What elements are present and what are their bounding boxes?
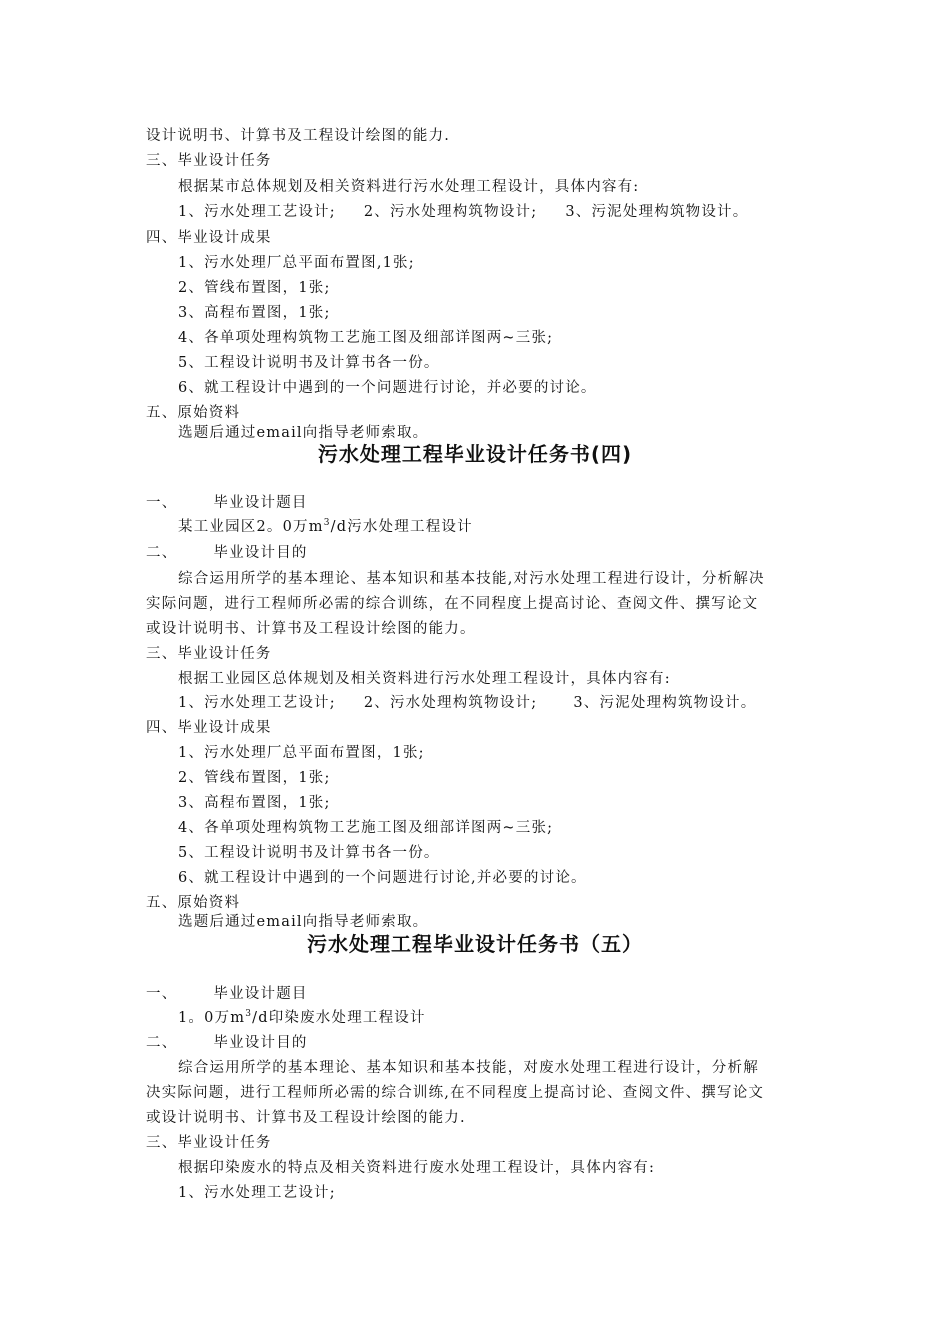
- task-paragraph: 根据工业园区总体规划及相关资料进行污水处理工程设计，具体内容有:: [178, 671, 671, 687]
- source-text: 选题后通过email向指导老师索取。: [178, 914, 429, 930]
- heading-task: 三、毕业设计任务: [146, 1135, 272, 1151]
- heading-topic: [146, 494, 308, 512]
- heading-task: 三、毕业设计任务: [146, 153, 272, 169]
- section-title-4: 污水处理工程毕业设计任务书(四): [317, 442, 633, 466]
- topic-line: 1。0万$m^3/d$印染废水处理工程设计: [178, 1009, 426, 1026]
- purpose-line: 综合运用所学的基本理论、基本知识和基本技能，对废水处理工程进行设计，分析解: [178, 1060, 759, 1076]
- task-item: 3、污泥处理构筑物设计。: [573, 695, 757, 711]
- heading-text: 毕业设计目的: [213, 1035, 308, 1051]
- purpose-line: 实际问题，进行工程师所必需的综合训练，在不同程度上提高讨论、查阅文件、撰写论文: [146, 596, 759, 612]
- result-item: 2、管线布置图，1张;: [178, 770, 331, 786]
- heading-results: 四、毕业设计成果: [146, 230, 272, 246]
- result-item: 3、高程布置图，1张;: [178, 795, 331, 811]
- heading-topic: [146, 985, 308, 1003]
- heading-purpose: [146, 544, 308, 562]
- heading-results: 四、毕业设计成果: [146, 720, 272, 736]
- heading-task: 三、毕业设计任务: [146, 646, 272, 662]
- heading-number: 二、: [146, 545, 178, 561]
- result-item: 2、管线布置图，1张;: [178, 280, 331, 296]
- task-item: 1、污水处理工艺设计;: [178, 204, 336, 220]
- result-item: 6、就工程设计中遇到的一个问题进行讨论，并必要的讨论。: [178, 380, 597, 396]
- section-title-5: 污水处理工程毕业设计任务书（五）: [307, 932, 643, 956]
- task-item: 1、污水处理工艺设计;: [178, 695, 336, 711]
- source-text: 选题后通过email向指导老师索取。: [178, 425, 429, 441]
- purpose-line: 或设计说明书、计算书及工程设计绘图的能力。: [146, 621, 476, 637]
- task-paragraph: 根据某市总体规划及相关资料进行污水处理工程设计，具体内容有:: [178, 179, 640, 195]
- task-item: 2、污水处理构筑物设计;: [363, 695, 538, 711]
- result-item: 4、各单项处理构筑物工艺施工图及细部详图两~三张;: [178, 820, 554, 836]
- task-item: 3、污泥处理构筑物设计。: [565, 204, 749, 220]
- task-items-line: [178, 203, 748, 221]
- task-item: 2、污水处理构筑物设计;: [363, 204, 538, 220]
- result-item: 3、高程布置图，1张;: [178, 305, 331, 321]
- heading-source: 五、原始资料: [146, 405, 241, 421]
- heading-source: 五、原始资料: [146, 895, 241, 911]
- purpose-line: 综合运用所学的基本理论、基本知识和基本技能,对污水处理工程进行设计，分析解决: [178, 571, 765, 587]
- heading-number: 二、: [146, 1035, 178, 1051]
- heading-text: 毕业设计题目: [213, 495, 308, 511]
- task-item: 1、污水处理工艺设计;: [178, 1185, 336, 1201]
- result-item: 4、各单项处理构筑物工艺施工图及细部详图两~三张;: [178, 330, 554, 346]
- result-item: 6、就工程设计中遇到的一个问题进行讨论,并必要的讨论。: [178, 870, 587, 886]
- result-item: 1、污水处理厂总平面布置图,1张;: [178, 255, 415, 271]
- task-items-line: [178, 694, 756, 712]
- result-item: 1、污水处理厂总平面布置图，1张;: [178, 745, 425, 761]
- heading-purpose: [146, 1034, 308, 1052]
- heading-text: 毕业设计题目: [213, 986, 308, 1002]
- result-item: 5、工程设计说明书及计算书各一份。: [178, 845, 440, 861]
- heading-number: 一、: [146, 495, 178, 511]
- task-paragraph: 根据印染废水的特点及相关资料进行废水处理工程设计，具体内容有:: [178, 1160, 656, 1176]
- result-item: 5、工程设计说明书及计算书各一份。: [178, 355, 440, 371]
- heading-text: 毕业设计目的: [213, 545, 308, 561]
- purpose-line: 或设计说明书、计算书及工程设计绘图的能力.: [146, 1110, 466, 1126]
- topic-line: 某工业园区2。0万$m^3/d$污水处理工程设计: [178, 518, 473, 535]
- heading-number: 一、: [146, 986, 178, 1002]
- purpose-line: 决实际问题，进行工程师所必需的综合训练,在不同程度上提高讨论、查阅文件、撰写论文: [146, 1085, 765, 1101]
- intro-tail-line: 设计说明书、计算书及工程设计绘图的能力.: [146, 128, 451, 144]
